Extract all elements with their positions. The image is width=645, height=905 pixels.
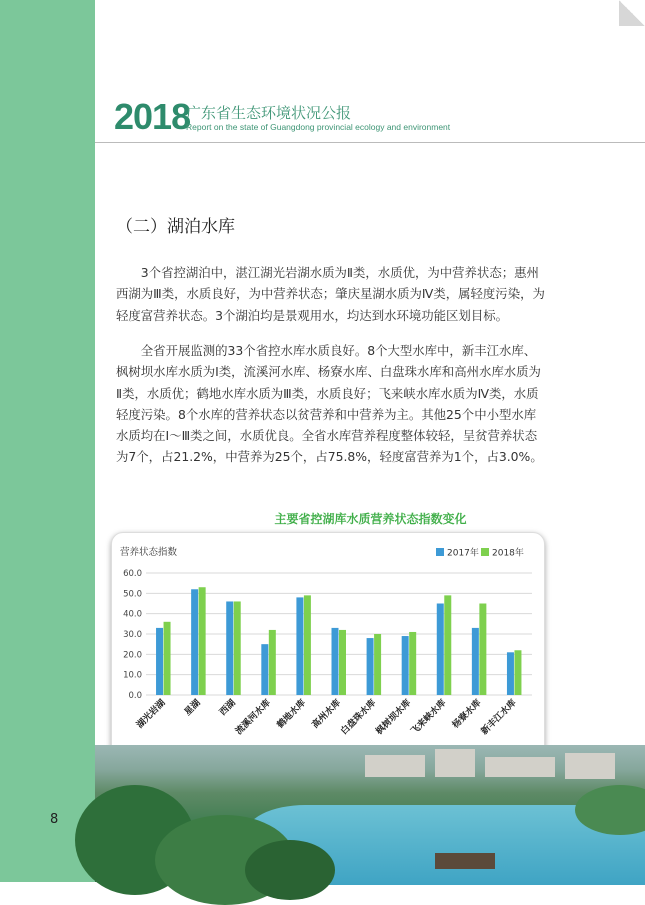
bar [507,652,514,695]
bar [234,601,241,695]
y-tick-label: 0.0 [128,691,142,701]
bar [402,636,409,695]
legend-label: 2017年 [447,548,479,559]
bar-chart [112,533,544,759]
bar [296,597,303,695]
bar [367,638,374,695]
bar [226,601,233,695]
paragraph-lakes: 3个省控湖泊中，湛江湖光岩湖水质为Ⅱ类，水质优，为中营养状态；惠州西湖为Ⅲ类，水质良好，为中营养状态；肇庆星湖水质为Ⅳ类，属轻度污染，为轻度富营养状态。3个湖泊均是景观用水，均达到水环境功能区划目标。 [116,265,545,323]
chart-title: 主要省控湖库水质营养状态指数变化 [274,512,467,526]
bar [514,650,521,695]
bar [409,632,416,695]
legend-label: 2018年 [492,548,524,559]
report-header [114,96,634,142]
x-tick-label: 新丰江水库 [479,698,519,737]
legend-swatch [481,548,489,556]
report-year: 2018 [114,96,191,137]
bar [304,595,311,695]
bar [374,634,381,695]
y-tick-label: 30.0 [123,630,142,640]
bar [199,587,206,695]
y-tick-label: 50.0 [123,589,142,600]
x-tick-label: 白盘珠水库 [339,698,379,737]
y-tick-label: 10.0 [123,670,142,681]
bar [156,628,163,695]
bar [164,622,171,695]
chart-container [111,532,545,760]
section-title: （二）湖泊水库 [116,217,235,237]
left-green-band [0,0,95,882]
x-tick-label: 流溪河水库 [234,698,273,737]
report-title: 广东省生态环境状况公报 [186,104,352,122]
bar [269,630,276,695]
y-tick-label: 40.0 [123,609,142,620]
y-tick-label: 60.0 [123,569,142,579]
report-subtitle: Report on the state of Guangdong provincial ecology and environment [186,122,451,132]
header-divider [95,142,645,143]
bar [332,628,339,695]
lake-landscape-photo [95,745,645,882]
x-tick-label: 枫树坝水库 [374,698,414,737]
y-tick-label: 20.0 [123,650,142,661]
x-tick-label: 鹤地水库 [275,698,309,731]
x-tick-label: 高州水库 [310,698,344,731]
bar [444,595,451,695]
x-tick-label: 湖光岩湖 [135,698,168,731]
y-axis-title: 营养状态指数 [120,547,178,558]
x-tick-label: 星湖 [182,698,203,718]
bar [191,589,198,695]
bar [339,630,346,695]
x-tick-label: 飞来峡水库 [409,698,449,737]
bar [472,628,479,695]
bar [479,604,486,696]
page-number: 8 [50,812,59,827]
page-corner-fold [619,0,645,26]
x-tick-label: 杨寮水库 [450,698,484,731]
paragraph-reservoirs: 全省开展监测的33个省控水库水质良好。8个大型水库中，新丰江水库、枫树坝水库水质为Ⅰ类，流溪河水库、杨寮水库、白盘珠水库和高州水库水质为Ⅱ类，水质优；鹤地水库水质为Ⅲ类，水质良好；飞来峡水库水质为Ⅳ类，水质轻度污染。8个水库的营养状态以贫营养和中营养为主。其他25个中小型水库水质均在Ⅰ～Ⅲ类之间，水质优良。全省水库营养程度整体较轻，呈贫营养状态为7个，占21.2%，中营养为25个，占75.8%，轻度富营养为1个，占3.0%。 [116,343,543,465]
x-tick-label: 西湖 [218,698,238,718]
bar [437,604,444,696]
bar [261,644,268,695]
legend-swatch [436,548,444,556]
